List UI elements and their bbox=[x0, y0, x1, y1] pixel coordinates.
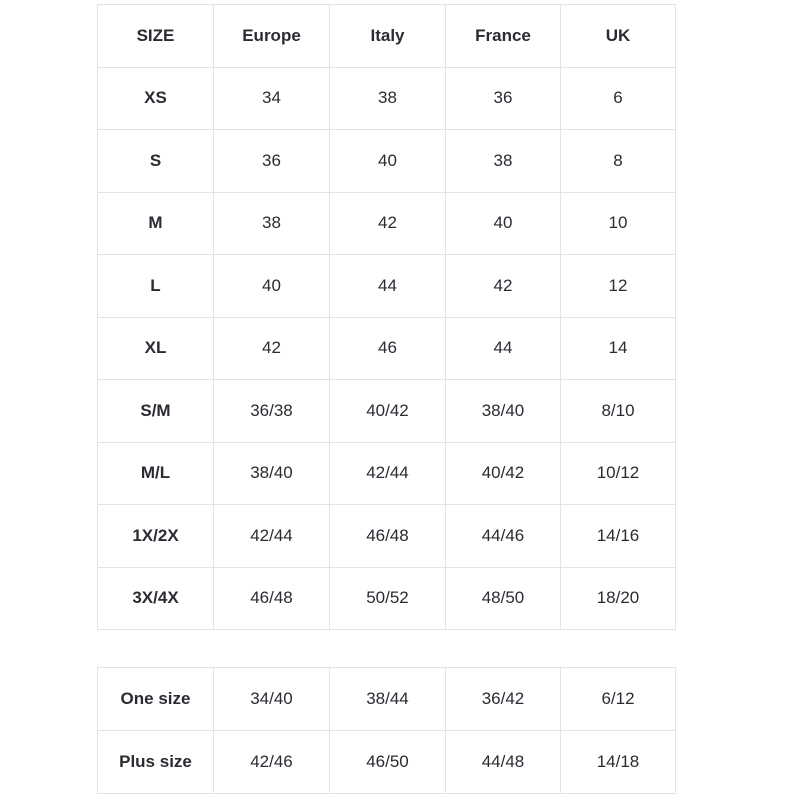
size-conversion-table bbox=[97, 4, 676, 630]
row-label: XS bbox=[98, 67, 214, 130]
cell-europe: 42 bbox=[214, 317, 330, 380]
cell-uk: 14/16 bbox=[561, 505, 676, 568]
cell-italy: 46/50 bbox=[330, 731, 446, 794]
table-row bbox=[98, 505, 676, 568]
column-header-uk: UK bbox=[561, 5, 676, 68]
cell-france: 36 bbox=[446, 67, 561, 130]
cell-italy: 46 bbox=[330, 317, 446, 380]
main-size-table-container bbox=[97, 4, 676, 630]
cell-italy: 40 bbox=[330, 130, 446, 193]
cell-uk: 10/12 bbox=[561, 442, 676, 505]
cell-italy: 40/42 bbox=[330, 380, 446, 443]
row-label: Plus size bbox=[98, 731, 214, 794]
cell-italy: 44 bbox=[330, 255, 446, 318]
table-row bbox=[98, 67, 676, 130]
cell-europe: 38/40 bbox=[214, 442, 330, 505]
cell-italy: 38 bbox=[330, 67, 446, 130]
table-row bbox=[98, 317, 676, 380]
row-label: M/L bbox=[98, 442, 214, 505]
row-label: One size bbox=[98, 668, 214, 731]
cell-france: 40 bbox=[446, 192, 561, 255]
row-label: L bbox=[98, 255, 214, 318]
cell-europe: 34/40 bbox=[214, 668, 330, 731]
row-label: 1X/2X bbox=[98, 505, 214, 568]
table-row bbox=[98, 731, 676, 794]
one-size-plus-size-table bbox=[97, 667, 676, 794]
table-body bbox=[98, 67, 676, 630]
table-row bbox=[98, 442, 676, 505]
cell-europe: 42/46 bbox=[214, 731, 330, 794]
table-row bbox=[98, 192, 676, 255]
cell-france: 36/42 bbox=[446, 668, 561, 731]
cell-uk: 18/20 bbox=[561, 567, 676, 630]
row-label: 3X/4X bbox=[98, 567, 214, 630]
column-header-france: France bbox=[446, 5, 561, 68]
cell-italy: 46/48 bbox=[330, 505, 446, 568]
cell-uk: 6/12 bbox=[561, 668, 676, 731]
cell-europe: 38 bbox=[214, 192, 330, 255]
cell-france: 38 bbox=[446, 130, 561, 193]
cell-france: 44/48 bbox=[446, 731, 561, 794]
cell-italy: 42/44 bbox=[330, 442, 446, 505]
table-header bbox=[98, 5, 676, 68]
cell-europe: 42/44 bbox=[214, 505, 330, 568]
extra-table-body bbox=[98, 668, 676, 794]
cell-uk: 14/18 bbox=[561, 731, 676, 794]
table-row bbox=[98, 380, 676, 443]
row-label: M bbox=[98, 192, 214, 255]
table-row bbox=[98, 255, 676, 318]
cell-uk: 10 bbox=[561, 192, 676, 255]
cell-uk: 8/10 bbox=[561, 380, 676, 443]
cell-europe: 36/38 bbox=[214, 380, 330, 443]
cell-france: 38/40 bbox=[446, 380, 561, 443]
cell-france: 44/46 bbox=[446, 505, 561, 568]
cell-france: 48/50 bbox=[446, 567, 561, 630]
row-label: XL bbox=[98, 317, 214, 380]
cell-europe: 40 bbox=[214, 255, 330, 318]
cell-france: 40/42 bbox=[446, 442, 561, 505]
cell-uk: 14 bbox=[561, 317, 676, 380]
table-row bbox=[98, 130, 676, 193]
cell-uk: 8 bbox=[561, 130, 676, 193]
cell-uk: 12 bbox=[561, 255, 676, 318]
cell-uk: 6 bbox=[561, 67, 676, 130]
cell-france: 44 bbox=[446, 317, 561, 380]
cell-europe: 46/48 bbox=[214, 567, 330, 630]
cell-italy: 38/44 bbox=[330, 668, 446, 731]
cell-italy: 42 bbox=[330, 192, 446, 255]
row-label: S bbox=[98, 130, 214, 193]
extra-size-table-container bbox=[97, 667, 676, 794]
row-label: S/M bbox=[98, 380, 214, 443]
table-header-row bbox=[98, 5, 676, 68]
cell-france: 42 bbox=[446, 255, 561, 318]
column-header-europe: Europe bbox=[214, 5, 330, 68]
cell-italy: 50/52 bbox=[330, 567, 446, 630]
column-header-italy: Italy bbox=[330, 5, 446, 68]
column-header-size: SIZE bbox=[98, 5, 214, 68]
table-row bbox=[98, 668, 676, 731]
cell-europe: 36 bbox=[214, 130, 330, 193]
cell-europe: 34 bbox=[214, 67, 330, 130]
table-row bbox=[98, 567, 676, 630]
